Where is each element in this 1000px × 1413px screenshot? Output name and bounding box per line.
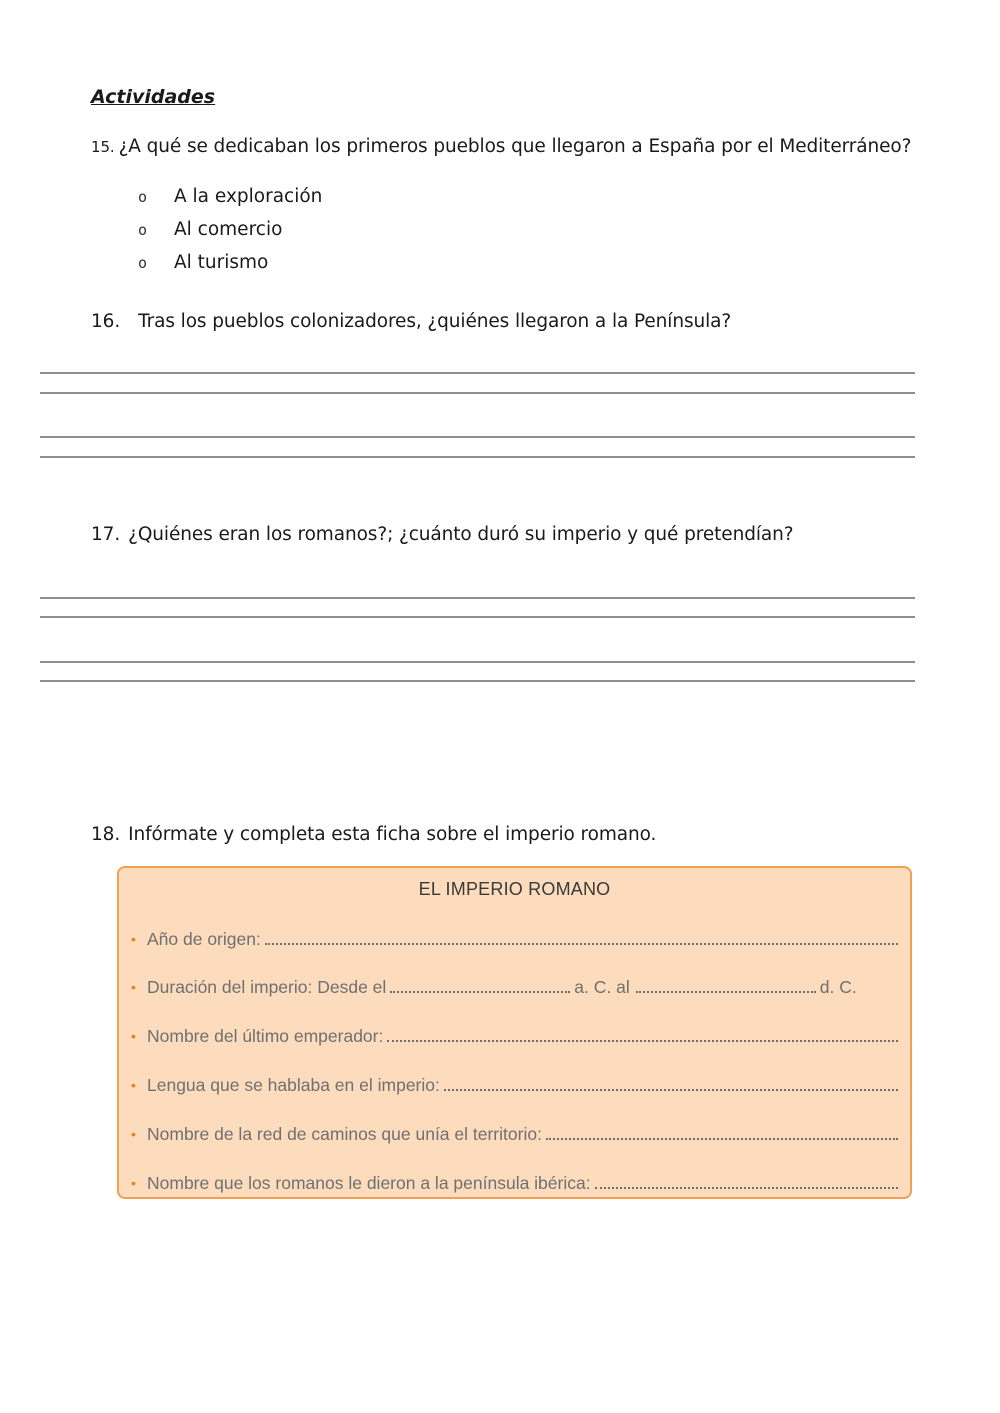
question-text: ¿Quiénes eran los romanos?; ¿cuánto duró su imperio y qué pretendían? (128, 524, 794, 545)
question-text: Infórmate y completa esta ficha sobre el imperio romano. (128, 824, 657, 845)
fill-in-blank[interactable] (444, 1089, 898, 1091)
fill-in-blank[interactable] (595, 1187, 898, 1189)
option-label: Al turismo (174, 252, 269, 273)
answer-line[interactable] (40, 616, 915, 618)
answer-line[interactable] (40, 597, 915, 599)
question-18 (91, 824, 656, 845)
field-label: Nombre que los romanos le dieron a la península ibérica: (147, 1173, 591, 1193)
fill-in-blank[interactable] (546, 1138, 898, 1140)
field-origin-year (131, 924, 898, 950)
field-label: Nombre del último emperador: (147, 1026, 384, 1046)
field-label-mid: a. C. al (574, 977, 630, 997)
question-16 (91, 311, 731, 332)
field-duration (131, 972, 898, 998)
question-15 (91, 136, 911, 157)
radio-circle-icon: o (138, 187, 148, 206)
option-exploration[interactable] (138, 180, 322, 213)
field-last-emperor (131, 1021, 898, 1047)
fill-in-blank-start[interactable] (390, 991, 570, 993)
radio-circle-icon: o (138, 253, 148, 272)
option-label: Al comercio (174, 219, 283, 240)
question-text: Tras los pueblos colonizadores, ¿quiénes llegaron a la Península? (138, 311, 732, 332)
option-tourism[interactable] (138, 246, 322, 279)
bullet-dot-icon: • (131, 1126, 136, 1142)
option-commerce[interactable] (138, 213, 322, 246)
fill-in-blank[interactable] (387, 1040, 898, 1042)
activities-heading: Actividades (91, 86, 216, 108)
bullet-dot-icon: • (131, 1028, 136, 1044)
question-number: 17. (91, 524, 121, 545)
fill-in-blank[interactable] (265, 943, 898, 945)
answer-line[interactable] (40, 680, 915, 682)
field-peninsula-name (131, 1168, 898, 1194)
answer-line[interactable] (40, 456, 915, 458)
bullet-dot-icon: • (131, 1175, 136, 1191)
answer-line[interactable] (40, 392, 915, 394)
field-language (131, 1070, 898, 1096)
answer-line[interactable] (40, 661, 915, 663)
question-number: 18. (91, 824, 121, 845)
answer-line[interactable] (40, 436, 915, 438)
field-road-network (131, 1119, 898, 1145)
bullet-dot-icon: • (131, 931, 136, 947)
option-label: A la exploración (174, 186, 323, 207)
question-17 (91, 524, 793, 545)
question-number: 16. (91, 311, 121, 332)
field-label: Nombre de la red de caminos que unía el territorio: (147, 1124, 542, 1144)
question-text: ¿A qué se dedicaban los primeros pueblos que llegaron a España por el Mediterráneo? (118, 136, 912, 157)
card-title: EL IMPERIO ROMANO (418, 879, 611, 899)
answer-line[interactable] (40, 372, 915, 374)
radio-circle-icon: o (138, 220, 148, 239)
field-label-end: d. C. (819, 977, 857, 997)
question-15-options (138, 180, 322, 279)
bullet-dot-icon: • (131, 979, 136, 995)
field-label: Duración del imperio: Desde el (147, 977, 387, 997)
question-number: 15. (91, 138, 115, 156)
bullet-dot-icon: • (131, 1077, 136, 1093)
field-label: Lengua que se hablaba en el imperio: (147, 1075, 440, 1095)
roman-empire-card (117, 866, 912, 1199)
fill-in-blank-end[interactable] (636, 991, 816, 993)
field-label: Año de origen: (147, 929, 261, 949)
